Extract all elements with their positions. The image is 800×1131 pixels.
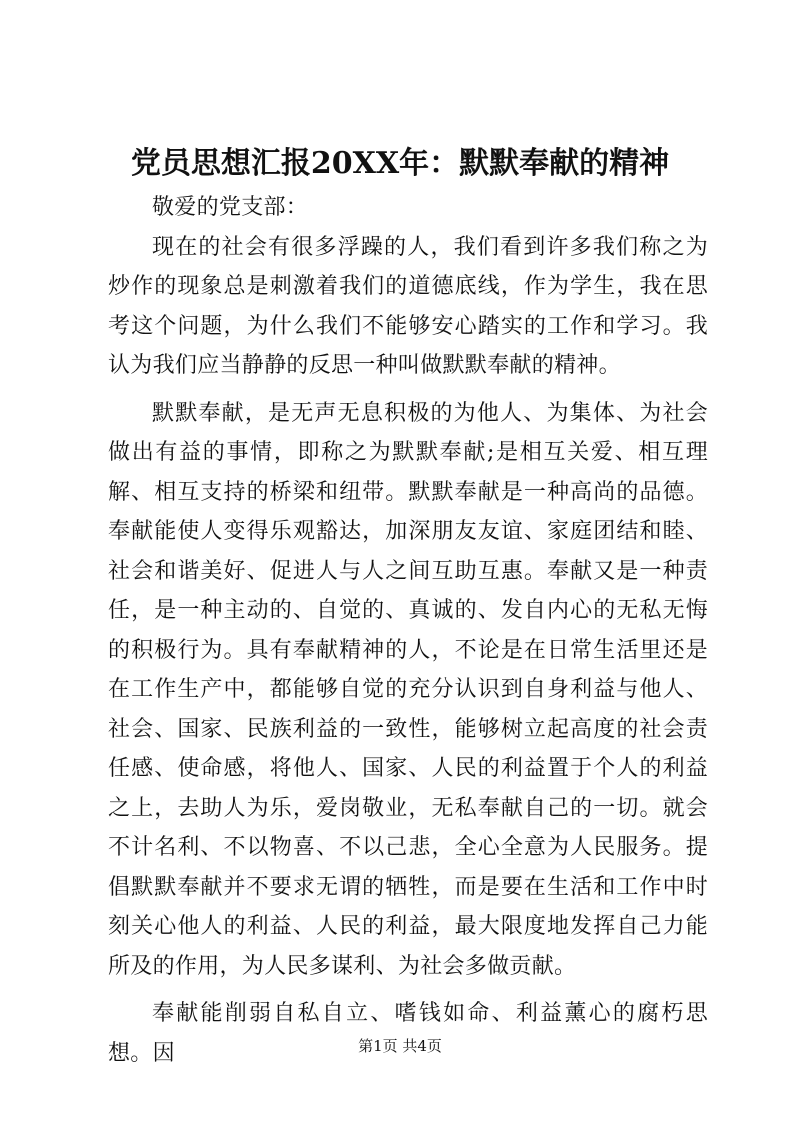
- page-number-footer: 第1页 共4页: [358, 1037, 442, 1055]
- paragraph-1: 现在的社会有很多浮躁的人，我们看到许多我们称之为炒作的现象总是刺激着我们的道德底线，作为学生，我在思考这个问题，为什么我们不能够安心踏实的工作和学习。我认为我们应当静静的反思一种叫做默默奉献的精神。: [108, 234, 708, 378]
- paragraph-2: 默默奉献，是无声无息积极的为他人、为集体、为社会做出有益的事情，即称之为默默奉献;是相互关爱、相互理解、相互支持的桥梁和纽带。默默奉献是一种高尚的品德。奉献能使人变得乐观豁达，加深朋友友谊、家庭团结和睦、社会和谐美好、促进人与人之间互助互惠。奉献又是一种责任，是一种主动的、自觉的、真诚的、发自内心的无私无悔的积极行为。具有奉献精神的人，不论是在日常生活里还是在工作生产中，都能够自觉的充分认识到自身利益与他人、社会、国家、民族利益的一致性，能够树立起高度的社会责任感、使命感，将他人、国家、人民的利益置于个人的利益之上，去助人为乐，爱岗敬业，无私奉献自己的一切。就会不计名利、不以物喜、不以己悲，全心全意为人民服务。提倡默默奉献并不要求无谓的牺牲，而是要在生活和工作中时刻关心他人的利益、人民的利益，最大限度地发挥自己力能所及的作用，为人民多谋利、为社会多做贡献。: [108, 400, 708, 979]
- salutation: 敬爱的党支部：: [152, 195, 309, 220]
- paragraph-3: 奉献能削弱自私自立、嗜钱如命、利益薰心的腐朽思想。因: [108, 1001, 708, 1066]
- document-title: 党员思想汇报20XX年：默默奉献的精神: [130, 146, 670, 181]
- document-body: [108, 188, 708, 1073]
